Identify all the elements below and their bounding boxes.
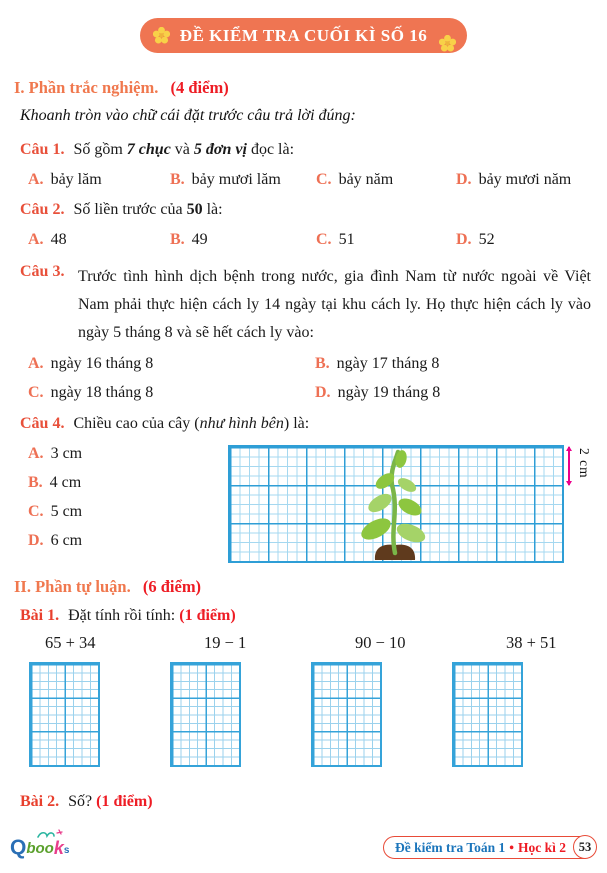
measure-label: 2 cm [577, 448, 592, 479]
question-2-text: là: [202, 201, 223, 218]
footer-badge [383, 836, 595, 859]
option-letter: D. [456, 231, 472, 248]
question-4-text: Chiều cao của cây ( [73, 415, 200, 432]
option-text: bảy lăm [50, 171, 102, 188]
measurement-grid [228, 445, 592, 563]
book-title: Đề kiểm tra Toán 1 [394, 840, 506, 855]
calculation-column [170, 633, 311, 767]
option-letter: A. [28, 231, 44, 248]
instruction-text: Khoanh tròn vào chữ cái đặt trước câu trả lời đúng: [20, 107, 356, 124]
question-1-text: đọc là: [246, 141, 295, 158]
option-text: 6 cm [50, 532, 83, 549]
calculation-column [311, 633, 452, 767]
exam-title: ĐỀ KIỂM TRA CUỐI KÌ SỐ 16 [179, 26, 428, 45]
option-text: ngày 19 tháng 8 [337, 384, 441, 401]
exercise-2-points: (1 điểm) [96, 793, 153, 810]
working-grid [170, 662, 241, 767]
expression: 19 − 1 [204, 633, 247, 652]
exercise-1 [20, 607, 607, 625]
option-letter: C. [28, 384, 44, 401]
logo-s: s [63, 844, 70, 856]
qbooks-logo [10, 835, 70, 859]
section-2-title: II. Phần tự luận. [14, 577, 131, 596]
answer-option [28, 474, 82, 492]
calculation-column [29, 633, 170, 767]
option-letter: A. [28, 445, 44, 462]
calculation-column [452, 633, 607, 767]
separator-dot: • [509, 840, 514, 855]
question-1-bold: 5 đơn vị [193, 141, 247, 158]
question-1-text: Số gồm [73, 141, 127, 158]
question-3-text: Trước tình hình dịch bệnh trong nước, gia đình Nam từ nước ngoài về Việt Nam phải thực hiện cách ly 14 ngày tại khu cách ly. Họ thực hiện cách ly vào ngày 5 tháng 8 và sẽ hết cách ly vào: [78, 268, 591, 341]
exercise-1-label: Bài 1. [20, 607, 60, 624]
option-letter: B. [170, 171, 185, 188]
option-letter: B. [315, 355, 330, 372]
section-2-heading [14, 577, 607, 597]
question-1 [20, 141, 607, 159]
question-2-options [0, 231, 607, 249]
question-4-options [28, 445, 82, 561]
option-text: 51 [338, 231, 355, 248]
option-text: ngày 17 tháng 8 [336, 355, 440, 372]
answer-option [28, 445, 82, 463]
flower-icon [153, 27, 170, 44]
answer-option [28, 171, 170, 189]
section-1-heading [14, 78, 607, 98]
option-text: 3 cm [50, 445, 83, 462]
question-1-bold: 7 chục [126, 141, 171, 158]
answer-option [28, 231, 170, 249]
answer-option [456, 231, 607, 249]
exercise-2 [20, 793, 607, 811]
option-letter: A. [28, 355, 44, 372]
option-letter: A. [28, 171, 44, 188]
plant-icon [353, 449, 437, 561]
option-text: ngày 16 tháng 8 [50, 355, 154, 372]
answer-option [28, 384, 315, 402]
option-text: ngày 18 tháng 8 [50, 384, 154, 401]
exercise-2-label: Bài 2. [20, 793, 60, 810]
exercise-2-text: Số? [68, 793, 93, 810]
question-1-label: Câu 1. [20, 141, 65, 158]
option-text: bảy năm [338, 171, 394, 188]
answer-option [315, 384, 607, 402]
working-grid [452, 662, 523, 767]
answer-option [28, 503, 82, 521]
semester-label: Học kì 2 [517, 840, 566, 855]
option-letter: D. [315, 384, 331, 401]
bird-icon [36, 828, 66, 840]
question-4-label: Câu 4. [20, 415, 65, 432]
plant-figure [228, 445, 592, 563]
answer-option [316, 231, 456, 249]
question-3-label: Câu 3. [20, 263, 65, 280]
calculation-row [0, 633, 607, 767]
option-letter: B. [28, 474, 43, 491]
question-4 [20, 415, 607, 433]
option-letter: C. [316, 171, 332, 188]
working-grid [311, 662, 382, 767]
logo-k: k [53, 837, 64, 858]
section-1-points: (4 điểm) [170, 78, 229, 97]
answer-option [28, 355, 315, 373]
expression: 90 − 10 [355, 633, 406, 652]
option-letter: B. [170, 231, 185, 248]
question-2-label: Câu 2. [20, 201, 65, 218]
measure-line [568, 447, 570, 485]
expression: 65 + 34 [45, 633, 96, 652]
exam-title-banner [140, 18, 467, 53]
question-4-italic: như hình bên [199, 415, 284, 432]
answer-option [456, 171, 607, 189]
question-3-options [0, 355, 607, 402]
page-number: 53 [573, 835, 597, 859]
option-text: bảy mươi năm [478, 171, 572, 188]
section-1-title: I. Phần trắc nghiệm. [14, 78, 159, 97]
question-3 [20, 263, 607, 347]
question-4-body [0, 437, 607, 567]
header [0, 0, 607, 53]
option-text: bảy mươi lăm [191, 171, 281, 188]
option-letter: D. [456, 171, 472, 188]
working-grid [29, 662, 100, 767]
answer-option [316, 171, 456, 189]
question-1-text: và [170, 141, 194, 158]
footer [10, 836, 595, 859]
exercise-1-text: Đặt tính rồi tính: [68, 607, 176, 624]
question-2-text: Số liền trước của [73, 201, 187, 218]
option-text: 48 [50, 231, 67, 248]
option-letter: C. [316, 231, 332, 248]
option-text: 52 [478, 231, 495, 248]
expression: 38 + 51 [506, 633, 557, 652]
option-letter: D. [28, 532, 44, 549]
question-4-text: ) là: [283, 415, 310, 432]
option-letter: C. [28, 503, 44, 520]
option-text: 49 [191, 231, 208, 248]
answer-option [28, 532, 82, 550]
option-text: 5 cm [50, 503, 83, 520]
answer-option [170, 231, 316, 249]
question-2 [20, 201, 607, 219]
answer-option [170, 171, 316, 189]
logo-q: Q [10, 835, 27, 859]
question-1-options [0, 171, 607, 189]
answer-option [315, 355, 607, 373]
logo-boo: boo [26, 839, 54, 857]
section-2-points: (6 điểm) [142, 577, 202, 596]
flower-icon [439, 35, 456, 52]
question-2-bold: 50 [186, 201, 203, 218]
option-text: 4 cm [49, 474, 82, 491]
exercise-1-points: (1 điểm) [179, 607, 236, 624]
